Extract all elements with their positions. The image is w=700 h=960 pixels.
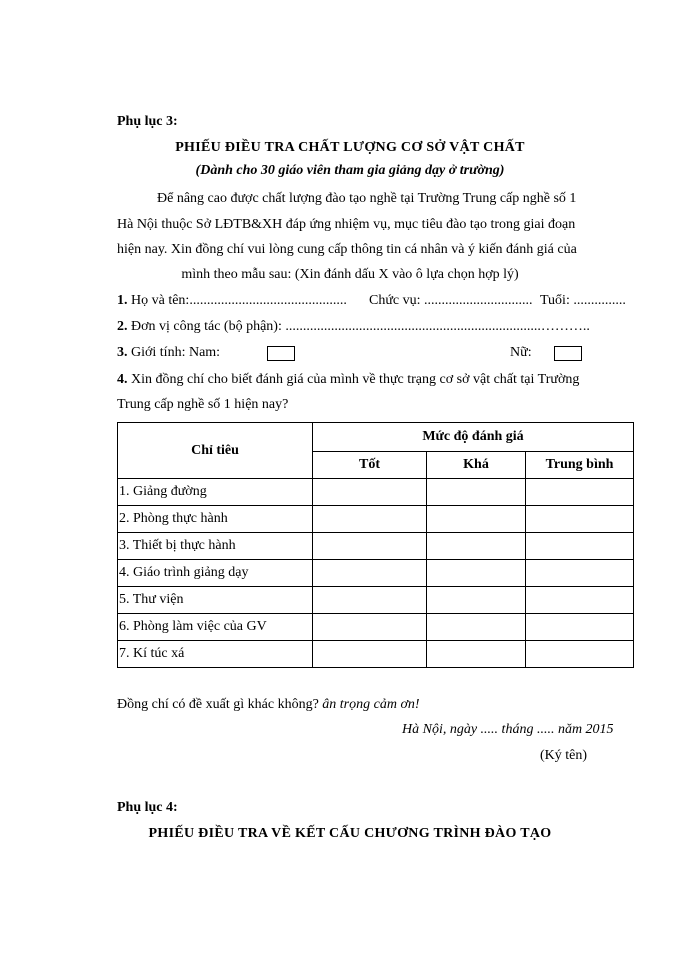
- suggestion-question: Đồng chí có đề xuất gì khác không?: [117, 697, 319, 712]
- cell-average[interactable]: [526, 614, 634, 641]
- cell-good[interactable]: [313, 533, 427, 560]
- cell-fair[interactable]: [427, 533, 526, 560]
- suggestion-line: [117, 697, 420, 713]
- question-2: [117, 319, 590, 335]
- gender-male-checkbox[interactable]: [267, 346, 295, 361]
- table-row: [118, 506, 634, 533]
- row-label: 4. Giáo trình giảng dạy: [118, 560, 313, 587]
- appendix-4-title: PHIẾU ĐIỀU TRA VỀ KẾT CẤU CHƯƠNG TRÌNH ĐÀO TẠO: [148, 826, 552, 841]
- row-label: 3. Thiết bị thực hành: [118, 533, 313, 560]
- cell-fair[interactable]: [427, 587, 526, 614]
- table-row: [118, 587, 634, 614]
- cell-fair[interactable]: [427, 614, 526, 641]
- question-2-number: 2.: [117, 319, 128, 334]
- cell-good[interactable]: [313, 479, 427, 506]
- table-row: [118, 479, 634, 506]
- cell-average[interactable]: [526, 506, 634, 533]
- question-1: [117, 293, 347, 309]
- cell-good[interactable]: [313, 506, 427, 533]
- row-label: 6. Phòng làm việc của GV: [118, 614, 313, 641]
- cell-average[interactable]: [526, 587, 634, 614]
- thanks-text: ân trọng cảm ơn!: [322, 697, 420, 712]
- question-3: [117, 345, 220, 361]
- cell-fair[interactable]: [427, 506, 526, 533]
- cell-fair[interactable]: [427, 641, 526, 668]
- appendix-3-subtitle: (Dành cho 30 giáo viên tham gia giảng dạy ở trường): [195, 163, 505, 178]
- row-label: 2. Phòng thực hành: [118, 506, 313, 533]
- gender-male-label: Giới tính: Nam:: [131, 345, 221, 360]
- question-4-number: 4.: [117, 372, 128, 387]
- cell-fair[interactable]: [427, 560, 526, 587]
- cell-good[interactable]: [313, 641, 427, 668]
- appendix-3-title: PHIẾU ĐIỀU TRA CHẤT LƯỢNG CƠ SỞ VẬT CHẤT: [175, 140, 525, 155]
- gender-female-label: Nữ:: [510, 345, 532, 360]
- cell-average[interactable]: [526, 479, 634, 506]
- table-row: [118, 614, 634, 641]
- cell-good[interactable]: [313, 587, 427, 614]
- intro-line-2: Hà Nội thuộc Sở LĐTB&XH đáp ứng nhiệm vụ, mục tiêu đào tạo trong giai đoạn: [117, 217, 576, 232]
- age-field[interactable]: Tuổi: ...............: [540, 293, 626, 308]
- table-row: [118, 560, 634, 587]
- question-3-number: 3.: [117, 345, 128, 360]
- appendix-4-label: Phụ lục 4:: [117, 800, 178, 815]
- question-4-line-2: Trung cấp nghề số 1 hiện nay?: [117, 397, 289, 412]
- date-line: Hà Nội, ngày ..... tháng ..... năm 2015: [402, 722, 614, 737]
- table-row: [118, 533, 634, 560]
- header-rating-level: Mức độ đánh giá: [313, 423, 634, 452]
- cell-average[interactable]: [526, 533, 634, 560]
- intro-line-1: Để nâng cao được chất lượng đào tạo nghề tại Trường Trung cấp nghề số 1: [157, 191, 577, 206]
- cell-average[interactable]: [526, 641, 634, 668]
- rating-table: [117, 422, 634, 668]
- name-field[interactable]: Họ và tên:.............................................: [131, 293, 347, 308]
- gender-female-checkbox[interactable]: [554, 346, 582, 361]
- position-field[interactable]: Chức vụ: ...............................: [369, 293, 533, 308]
- row-label: 1. Giảng đường: [118, 479, 313, 506]
- row-label: 5. Thư viện: [118, 587, 313, 614]
- cell-average[interactable]: [526, 560, 634, 587]
- intro-line-3: hiện nay. Xin đồng chí vui lòng cung cấp thông tin cá nhân và ý kiến đánh giá của: [117, 242, 577, 257]
- question-1-number: 1.: [117, 293, 128, 308]
- header-good: Tốt: [313, 452, 427, 479]
- header-fair: Khá: [427, 452, 526, 479]
- cell-good[interactable]: [313, 614, 427, 641]
- signature-label: (Ký tên): [540, 748, 588, 763]
- intro-line-4: mình theo mẫu sau: (Xin đánh dấu X vào ô lựa chọn hợp lý): [181, 267, 519, 282]
- header-criteria: Chỉ tiêu: [118, 423, 313, 479]
- unit-field[interactable]: Đơn vị công tác (bộ phận): .........................................................................………..: [131, 319, 590, 334]
- cell-fair[interactable]: [427, 479, 526, 506]
- header-average: Trung bình: [526, 452, 634, 479]
- question-4-line-1: [117, 372, 579, 388]
- table-row: [118, 641, 634, 668]
- appendix-3-label: Phụ lục 3:: [117, 114, 178, 129]
- cell-good[interactable]: [313, 560, 427, 587]
- row-label: 7. Kí túc xá: [118, 641, 313, 668]
- question-4-text: Xin đồng chí cho biết đánh giá của mình về thực trạng cơ sở vật chất tại Trường: [131, 372, 580, 387]
